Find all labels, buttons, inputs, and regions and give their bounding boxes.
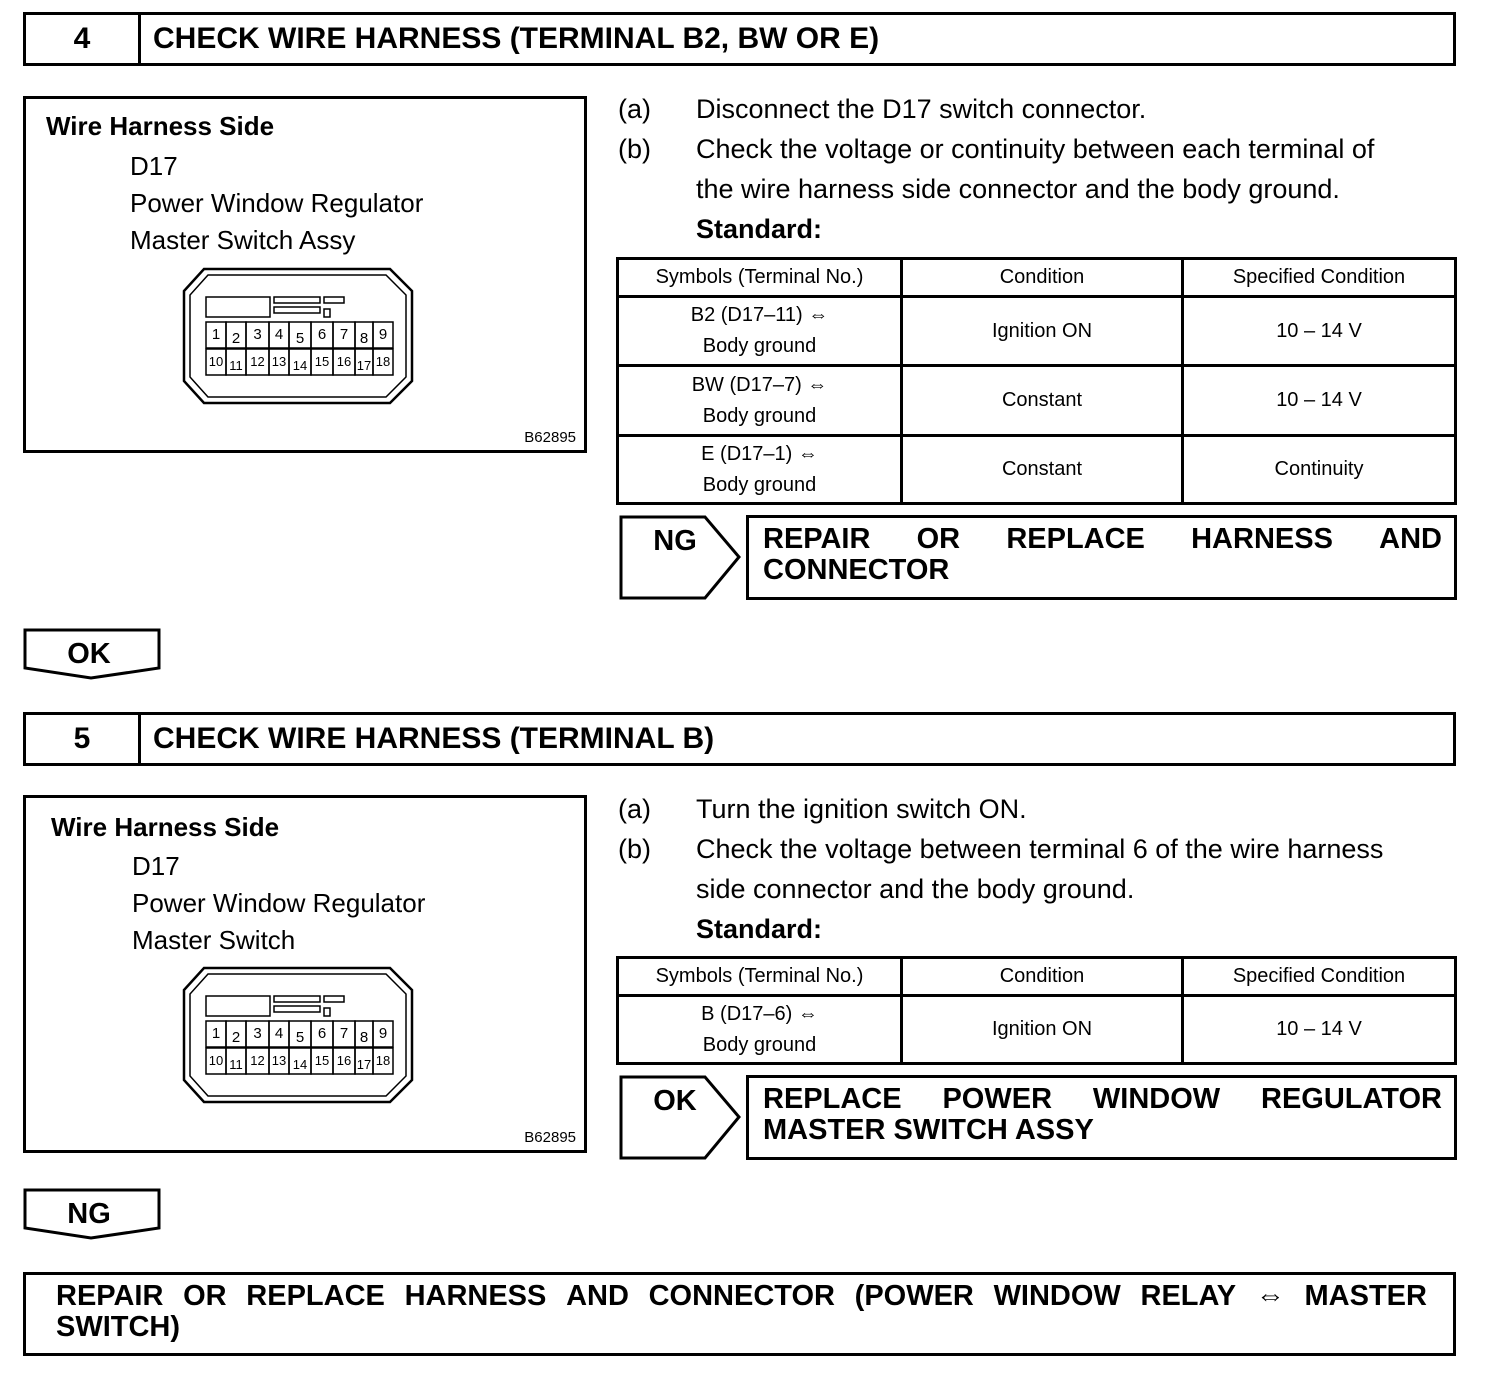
step-5-header: [23, 712, 1456, 766]
spec-table: [616, 257, 1457, 505]
pin-number: 3: [253, 1025, 262, 1042]
result-line-2: MASTER SWITCH ASSY: [763, 1114, 1094, 1146]
instruction-b-continued: [618, 169, 1468, 209]
connector-key: [274, 297, 320, 303]
ok-flow-tab: [23, 628, 161, 680]
pin-number: 17: [356, 1057, 372, 1072]
instruction-text: the wire harness side connector and the body ground.: [696, 174, 1340, 204]
instruction-text: side connector and the body ground.: [696, 874, 1135, 904]
connector-key: [324, 309, 330, 317]
pin-number: 12: [250, 1053, 265, 1068]
connector-name-line-1: Power Window Regulator: [132, 888, 426, 918]
connector-name-line-2: Master Switch: [132, 925, 296, 955]
pin-number: 4: [274, 1025, 284, 1042]
table-header-row: [618, 958, 1456, 996]
result-line-2: CONNECTOR: [763, 554, 950, 586]
pin-number: 14: [292, 358, 308, 373]
instruction-b: [618, 129, 1468, 169]
spec-cell: 10 – 14 V: [1183, 996, 1456, 1064]
spec-cell: 10 – 14 V: [1183, 297, 1456, 366]
instruction-a: [618, 89, 1468, 129]
pin-number: 17: [356, 358, 372, 373]
pin-number: 7: [339, 1025, 349, 1042]
ok-result-box: [746, 1075, 1457, 1160]
condition-cell: Ignition ON: [902, 996, 1183, 1064]
spec-cell: Continuity: [1183, 436, 1456, 504]
instruction-label: (a): [618, 94, 651, 124]
spec-cell: 10 – 14 V: [1183, 366, 1456, 436]
pin-number: 18: [375, 1053, 391, 1068]
step-4-header: [23, 12, 1456, 66]
instruction-a: [618, 789, 1468, 829]
branch-label: NG: [653, 525, 697, 557]
pin-number: 9: [378, 1025, 388, 1042]
connector-key: [274, 996, 320, 1002]
pin-number: 15: [314, 354, 330, 369]
pin-number: 3: [253, 326, 262, 343]
condition-cell: Constant: [902, 366, 1183, 436]
pin-number: 14: [292, 1057, 308, 1072]
pin-number: 9: [378, 326, 388, 343]
table-row: [618, 996, 1456, 1064]
ng-result-box: [746, 515, 1457, 600]
instruction-b-continued: [618, 869, 1468, 909]
final-result-box: [23, 1272, 1456, 1356]
symbol-cell: B2 (D17–11) ⇔ Body ground: [618, 297, 902, 366]
pin-number: 10: [208, 1053, 224, 1068]
instruction-text: Disconnect the D17 switch connector.: [696, 94, 1147, 124]
pin-number: 11: [229, 1057, 243, 1072]
pin-number: 6: [317, 326, 327, 343]
symbol-cell: B (D17–6) ⇔ Body ground: [618, 996, 902, 1064]
instruction-text: Check the voltage between terminal 6 of the wire harness: [696, 834, 1384, 864]
instruction-label: (b): [618, 134, 651, 164]
figure-code: B62895: [524, 1129, 576, 1146]
connector-id: D17: [130, 151, 178, 181]
pin-number: 5: [295, 1029, 305, 1046]
result-line-1: REPLACE POWER WINDOW REGULATOR: [763, 1083, 1442, 1115]
pin-number: 6: [317, 1025, 327, 1042]
pin-number: 16: [336, 1053, 352, 1068]
figure-code: B62895: [524, 429, 576, 446]
table-row: [618, 366, 1456, 436]
pin-number: 7: [339, 326, 349, 343]
instruction-b: [618, 829, 1468, 869]
connector-name-line-1: Power Window Regulator: [130, 188, 424, 218]
pin-number: 13: [271, 1053, 287, 1068]
connector-key: [274, 1006, 320, 1012]
condition-cell: Constant: [902, 436, 1183, 504]
pin-number: 2: [231, 1029, 241, 1046]
pin-number: 12: [250, 354, 265, 369]
connector-id: D17: [132, 851, 180, 881]
connector-diagram: [182, 267, 414, 407]
pin-number: 11: [229, 358, 243, 373]
column-header: Condition: [902, 958, 1183, 996]
connector-figure: [23, 795, 587, 1153]
connector-latch: [206, 297, 270, 317]
step-number: 5: [26, 715, 141, 763]
connector-name-line-2: Master Switch Assy: [130, 225, 356, 255]
column-header: Condition: [902, 259, 1183, 297]
connector-latch: [206, 996, 270, 1016]
pin-number: 8: [359, 1029, 369, 1046]
symbol-cell: E (D17–1) ⇔ Body ground: [618, 436, 902, 504]
figure-title: Wire Harness Side: [46, 111, 275, 141]
column-header: Symbols (Terminal No.): [618, 259, 902, 297]
column-header: Specified Condition: [1183, 958, 1456, 996]
connector-figure: [23, 96, 587, 453]
connector-key: [324, 1008, 330, 1016]
instruction-text: Turn the ignition switch ON.: [696, 794, 1027, 824]
instruction-text: Check the voltage or continuity between each terminal of: [696, 134, 1375, 164]
symbol-cell: BW (D17–7) ⇔ Body ground: [618, 366, 902, 436]
figure-title: Wire Harness Side: [51, 812, 280, 842]
connector-key: [324, 297, 344, 303]
step-title: CHECK WIRE HARNESS (TERMINAL B): [153, 722, 715, 755]
pin-number: 18: [375, 354, 391, 369]
flow-label: OK: [67, 638, 111, 670]
pin-number: 13: [271, 354, 287, 369]
flow-label: NG: [67, 1198, 111, 1230]
final-line-1: REPAIR OR REPLACE HARNESS AND CONNECTOR (POWER WINDOW RELAY ⇔ MASTER: [56, 1280, 1427, 1312]
condition-cell: Ignition ON: [902, 297, 1183, 366]
table-header-row: [618, 259, 1456, 297]
table-row: [618, 436, 1456, 504]
connector-diagram: [182, 966, 414, 1106]
connector-key: [274, 307, 320, 313]
column-header: Specified Condition: [1183, 259, 1456, 297]
final-line-2: SWITCH): [56, 1311, 181, 1343]
result-line-1: REPAIR OR REPLACE HARNESS AND: [763, 523, 1442, 555]
pin-number: 4: [274, 326, 284, 343]
pin-number: 15: [314, 1053, 330, 1068]
ng-arrow-box: [619, 515, 743, 600]
branch-label: OK: [653, 1085, 697, 1117]
instruction-label: (a): [618, 794, 651, 824]
pin-number: 5: [295, 330, 305, 347]
column-header: Symbols (Terminal No.): [618, 958, 902, 996]
pin-number: 1: [211, 1025, 221, 1042]
ok-arrow-box: [619, 1075, 743, 1160]
spec-table: [616, 956, 1457, 1065]
pin-number: 1: [211, 326, 221, 343]
standard-label: Standard:: [696, 214, 823, 244]
instruction-label: (b): [618, 834, 651, 864]
pin-number: 16: [336, 354, 352, 369]
ng-flow-tab: [23, 1188, 161, 1240]
pin-number: 10: [208, 354, 224, 369]
standard-label: Standard:: [696, 914, 823, 944]
step-title: CHECK WIRE HARNESS (TERMINAL B2, BW OR E): [153, 22, 880, 55]
step-number: 4: [26, 15, 141, 63]
pin-number: 2: [231, 330, 241, 347]
connector-key: [324, 996, 344, 1002]
table-row: [618, 297, 1456, 366]
pin-number: 8: [359, 330, 369, 347]
